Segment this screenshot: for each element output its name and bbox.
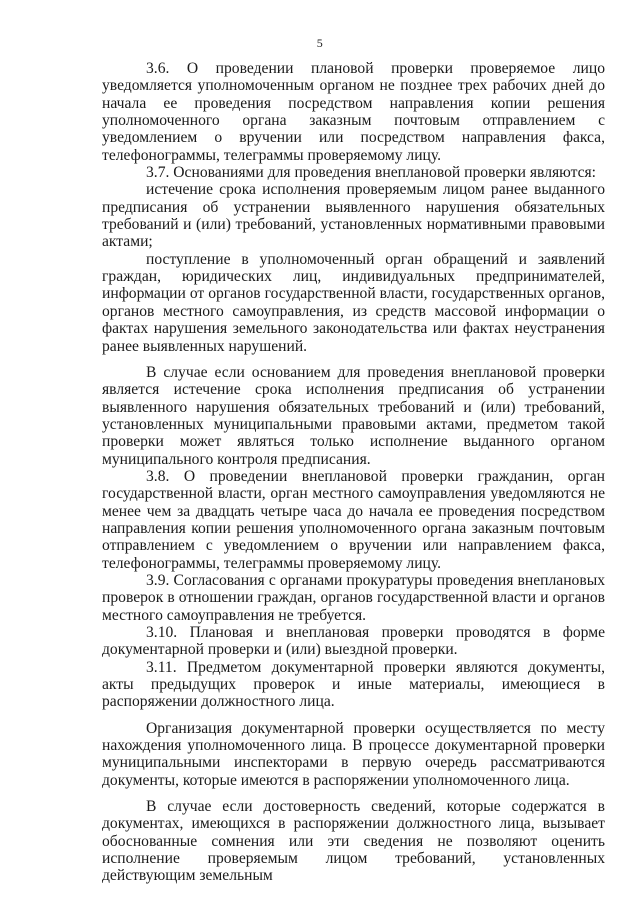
paragraph-3-6: 3.6. О проведении плановой проверки проверяемое лицо уведомляется уполномоченным органом не позднее трех рабочих дней до начала ее проведения посредством направления копии решения уполномоченного органа заказным почтовым отправлением с уведомлением о вручении или посредством направления факса, телефонограммы, телеграммы проверяемому лицу. (102, 60, 605, 164)
document-body (102, 60, 605, 885)
paragraph-3-9: 3.9. Согласования с органами прокуратуры проведения внеплановых проверок в отношении граждан, органов государственной власти и органов местного самоуправления не требуется. (102, 571, 605, 624)
paragraph-organization: Организация документарной проверки осуществляется по месту нахождения уполномоченного лица. В процессе документарной проверки муниципальными инспекторами в первую очередь рассматриваются документы, которые имеются в распоряжении уполномоченного лица. (102, 719, 605, 789)
list-item-complaints: поступление в уполномоченный орган обращений и заявлений граждан, юридических лиц, индивидуальных предпринимателей, информации от органов государственной власти, государственных органов, органов местного самоуправления, из средств массовой информации о фактах нарушения земельного законодательства или фактах неустранения ранее выявленных нарушений. (102, 250, 605, 355)
list-item-deadline-expiry: истечение срока исполнения проверяемым лицом ранее выданного предписания об устранении выявленного нарушения обязательных требований и (или) требований, установленных нормативными правовыми актами; (102, 181, 605, 251)
paragraph-3-7: 3.7. Основаниями для проведения внеплановой проверки являются: (146, 164, 597, 182)
paragraph-3-8: 3.8. О проведении внеплановой проверки гражданин, орган государственной власти, орган местного самоуправления уведомляются не менее чем за двадцать четыре часа до начала ее проведения посредством направления копии решения уполномоченного органа заказным почтовым отправлением с уведомлением о вручении или направлением факса, телефонограммы, телеграммы проверяемому лицу. (102, 467, 605, 572)
paragraph-3-11: 3.11. Предметом документарной проверки являются документы, акты предыдущих проверок и иные материалы, имеющиеся в распоряжении должностного лица. (102, 658, 605, 711)
page-number: 5 (316, 36, 324, 50)
paragraph-subject-of-inspection: В случае если основанием для проведения внеплановой проверки является истечение срока исполнения предписания об устранении выявленного нарушения обязательных требований и (или) требований, установленных муниципальными правовыми актами, предметом такой проверки может являться только исполнение выданного органом муниципального контроля предписания. (102, 363, 605, 468)
paragraph-3-10: 3.10. Плановая и внеплановая проверки проводятся в форме документарной проверки и (или) выездной проверки. (102, 624, 605, 659)
paragraph-reliability: В случае если достоверность сведений, которые содержатся в документах, имеющихся в распоряжении должностного лица, вызывает обоснованные сомнения или эти сведения не позволяют оценить исполнение проверяемым лицом требований, установленных действующим земельным (102, 798, 605, 885)
